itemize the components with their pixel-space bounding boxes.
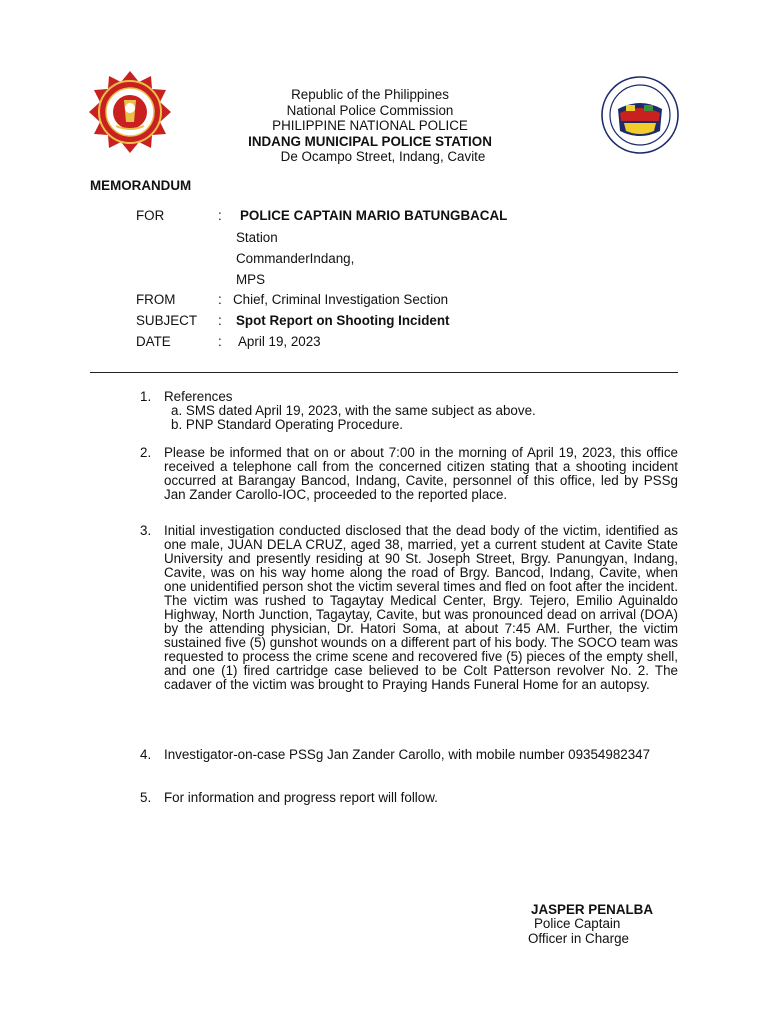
para-5-number: 5. — [140, 790, 152, 805]
header-address: De Ocampo Street, Indang, Cavite — [280, 149, 486, 164]
para-2-text: Please be informed that on or about 7:00 in the morning of April 19, 2023, this office received a telephone call from the concerned citizen stating that a shooting incident occurred at Barangay Bancod, Indang, Cavite, personnel of this office, led by PSSg Jan Zander Carollo-IOC, proceeded to the reported place. — [164, 445, 678, 502]
header-republic: Republic of the Philippines — [291, 87, 449, 102]
from-colon: : — [218, 292, 222, 307]
para-3-number: 3. — [140, 523, 152, 538]
date-colon: : — [218, 334, 222, 349]
for-line2: Station — [236, 230, 278, 245]
divider-line — [90, 372, 678, 373]
references-title: References — [164, 389, 233, 404]
header-station: INDANG MUNICIPAL POLICE STATION — [248, 133, 492, 149]
para-3-text: Initial investigation conducted disclosed that the dead body of the victim, identified as one male, JUAN DELA CRUZ, aged 38, married, yet a current student at Cavite State University and presently residing at 90 St. Joseph Street, Brgy. Panungyan, Indang, Cavite, was on his way home along the road of Brgy. Bancod, Indang, Cavite, when one unidentified person shot the victim several times and fled on foot after the incident. The victim was rushed to Tagaytay Medical Center, Brgy. Tejero, Emilio Aguinaldo Highway, North Junction, Tagaytay, Cavite, but was pronounced dead on arrival (DOA) by the attending physician, Dr. Hatori Soma, at about 7:45 AM. Further, the victim sustained five (5) gunshot wounds on a different part of his body. The SOCO team was requested to process the crime scene and recovered five (5) pieces of the empty shell, and one (1) fired cartridge case believed to be Colt Patterson revolver No. 2. The cadaver of the victim was brought to Praying Hands Funeral Home for an autopsy. — [164, 523, 678, 692]
for-line3: CommanderIndang, — [236, 251, 355, 266]
indang-cavite-seal-icon — [600, 75, 680, 155]
memo-title: MEMORANDUM — [90, 178, 192, 193]
for-line4: MPS — [236, 272, 266, 287]
date-value: April 19, 2023 — [238, 334, 321, 349]
header-napolcom: National Police Commission — [286, 102, 454, 118]
date-label: DATE — [136, 334, 171, 349]
signatory-position: Officer in Charge — [528, 931, 629, 946]
for-colon: : — [218, 208, 222, 223]
from-label: FROM — [136, 292, 176, 307]
para-4-number: 4. — [140, 747, 152, 762]
letterhead — [230, 87, 510, 165]
para-5-text: For information and progress report will follow. — [164, 790, 438, 805]
reference-b: b. PNP Standard Operating Procedure. — [171, 417, 403, 432]
for-value: POLICE CAPTAIN MARIO BATUNGBACAL — [240, 208, 508, 223]
reference-a: a. SMS dated April 19, 2023, with the same subject as above. — [171, 403, 536, 418]
subject-colon: : — [218, 313, 222, 328]
from-value: Chief, Criminal Investigation Section — [233, 292, 449, 307]
subject-label: SUBJECT — [136, 313, 198, 328]
pnp-seal-icon — [88, 70, 172, 154]
for-label: FOR — [136, 208, 165, 223]
subject-value: Spot Report on Shooting Incident — [236, 313, 450, 328]
header-pnp: PHILIPPINE NATIONAL POLICE — [272, 118, 468, 133]
signatory-rank: Police Captain — [534, 916, 621, 931]
signatory-name: JASPER PENALBA — [531, 902, 654, 917]
para-4-text: Investigator-on-case PSSg Jan Zander Carollo, with mobile number 09354982347 — [164, 747, 651, 762]
para-1-number: 1. — [140, 389, 152, 404]
para-2-number: 2. — [140, 445, 152, 460]
